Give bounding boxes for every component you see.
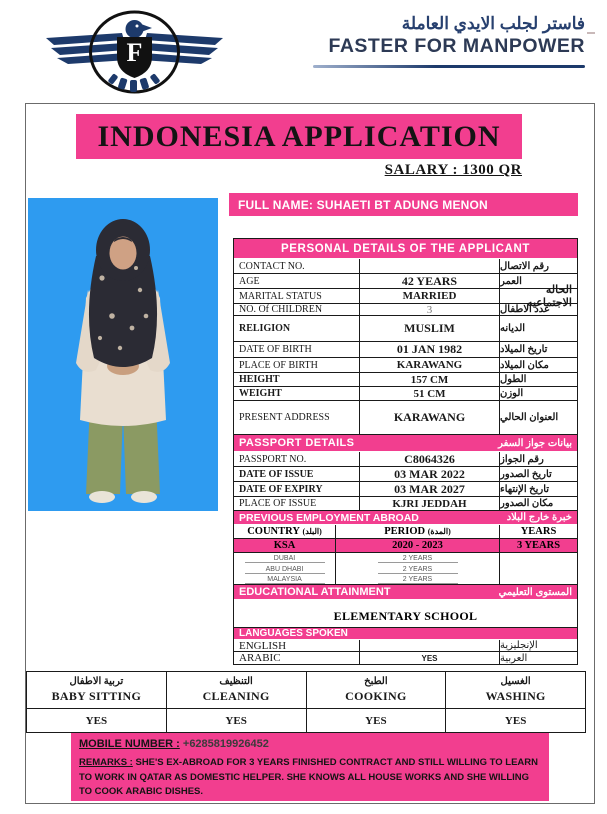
table-row — [234, 387, 577, 401]
skill-value: YES — [504, 714, 527, 727]
remarks-value: SHE'S EX-ABROAD FOR 3 YEARS FINISHED CONTRACT AND STILL WILLING TO LEARN TO WORK IN QATAR AS DOMESTIC HELPER. SHE KNOWS ALL HOUSE WORKS AND SHE WILLING TO COOK ARABIC DISHES. — [79, 757, 538, 798]
row-value: KARAWANG — [360, 358, 500, 372]
passport-details-title: PASSPORT DETAILS — [239, 437, 355, 449]
country-label-arabic: (البلد) — [302, 527, 322, 536]
row-arabic: الحاله الاجتماعيه — [527, 284, 572, 309]
row-label: PRESENT ADDRESS — [234, 401, 360, 434]
row-arabic: تاريخ الصدور — [500, 468, 552, 480]
languages-header — [234, 628, 577, 640]
extra-country: ABU DHABI — [245, 566, 325, 574]
row-arabic: العنوان الحالي — [500, 412, 559, 423]
years-column-header: YEARS — [520, 526, 557, 537]
skill-arabic: الغسيل — [500, 676, 531, 687]
skill-value: YES — [225, 714, 247, 727]
language-value: YES — [360, 652, 500, 664]
table-row — [234, 482, 577, 497]
row-label: NO. Of CHILDREN — [234, 304, 360, 315]
row-arabic: العمر — [500, 275, 522, 287]
skill-column-washing — [446, 672, 585, 732]
table-row — [234, 373, 577, 387]
period-column-header — [336, 525, 500, 538]
language-row — [234, 652, 577, 664]
row-arabic: تاريخ الميلاد — [500, 344, 548, 355]
table-row — [234, 452, 577, 467]
row-value: MUSLIM — [360, 316, 500, 341]
table-row — [234, 316, 577, 342]
education-title-arabic: المستوى التعليمي — [498, 586, 572, 598]
mobile-number-value: +6285819926452 — [182, 738, 269, 750]
passport-details-title-arabic: بيانات جواز السفر — [498, 437, 572, 449]
table-row — [234, 342, 577, 358]
details-table — [233, 238, 578, 665]
employment-columns-row — [234, 525, 577, 539]
skill-value: YES — [365, 714, 387, 727]
table-row — [234, 467, 577, 482]
skill-label: CLEANING — [202, 689, 270, 703]
skill-arabic: التنظيف — [219, 676, 253, 687]
row-label: DATE OF BIRTH — [234, 342, 360, 357]
language-value — [360, 640, 500, 651]
applicant-figure — [28, 198, 218, 511]
row-arabic: الطول — [500, 374, 527, 385]
row-value: 03 MAR 2022 — [360, 467, 500, 481]
skill-column-cooking — [307, 672, 447, 732]
full-name-banner — [229, 193, 578, 216]
language-row — [234, 640, 577, 652]
salary-text: SALARY : 1300 QR — [384, 162, 522, 178]
application-page — [25, 103, 595, 804]
employment-extra-row — [234, 553, 577, 564]
company-logo — [42, 8, 227, 99]
education-title: EDUCATIONAL ATTAINMENT — [239, 586, 391, 598]
table-row — [234, 358, 577, 373]
remarks-label: REMARKS : — [79, 757, 133, 768]
employment-period: 2020 - 2023 — [336, 539, 500, 552]
row-value: 157 CM — [360, 373, 500, 386]
company-name-arabic: فاستر لجلب الايدي العاملة — [401, 14, 585, 33]
personal-details-header — [234, 239, 577, 259]
passport-details-header — [234, 435, 577, 452]
skill-column-cleaning — [167, 672, 307, 732]
mobile-number-line — [79, 738, 541, 750]
row-arabic: الديانه — [500, 323, 526, 334]
skill-arabic: الطبخ — [364, 676, 388, 687]
country-column-header — [234, 525, 336, 538]
row-value: 51 CM — [360, 387, 500, 400]
extra-country: DUBAI — [245, 555, 325, 563]
row-label: MARITAL STATUS — [234, 289, 360, 303]
row-value: MARRIED — [360, 289, 500, 303]
employment-main-row — [234, 539, 577, 553]
language-arabic: الإنجليزية — [500, 640, 538, 651]
extra-period: 2 YEARS — [378, 566, 458, 574]
row-label: DATE OF ISSUE — [234, 467, 360, 481]
languages-title: LANGUAGES SPOKEN — [239, 628, 348, 639]
row-arabic: الوزن — [500, 388, 524, 399]
row-label: PASSPORT NO. — [234, 452, 360, 466]
table-row — [234, 401, 577, 435]
employment-header — [234, 511, 577, 525]
period-label-arabic: (المدة) — [427, 527, 451, 536]
language-label: ENGLISH — [234, 640, 360, 651]
table-row — [234, 304, 577, 316]
row-label: DATE OF EXPIRY — [234, 482, 360, 496]
eagle-wings-logo-icon — [42, 8, 227, 94]
row-arabic: مكان الميلاد — [500, 359, 549, 371]
row-arabic: تاريخ الإنتهاء — [500, 483, 550, 495]
extra-country: MALAYSIA — [245, 576, 325, 584]
personal-details-title: PERSONAL DETAILS OF THE APPLICANT — [281, 242, 530, 255]
education-value: ELEMENTARY SCHOOL — [234, 600, 577, 628]
employment-title: PREVIOUS EMPLOYMENT ABROAD — [239, 511, 419, 524]
employment-country: KSA — [234, 539, 336, 552]
title-banner — [76, 114, 522, 159]
education-header — [234, 585, 577, 600]
extra-period: 2 YEARS — [378, 576, 458, 584]
skill-column-babysitting — [27, 672, 167, 732]
row-value — [360, 259, 500, 273]
language-arabic: العربية — [500, 652, 528, 664]
row-label: HEIGHT — [234, 373, 360, 386]
letterhead-divider — [313, 65, 585, 68]
row-value: 42 YEARS — [360, 274, 500, 288]
full-name-text: FULL NAME: SUHAETI BT ADUNG MENON — [238, 197, 488, 212]
country-label: COUNTRY — [247, 526, 300, 537]
row-label: WEIGHT — [234, 387, 360, 400]
row-value: 3 — [360, 304, 500, 315]
skill-value: YES — [85, 714, 108, 727]
row-value: 03 MAR 2027 — [360, 482, 500, 496]
svg-text:F: F — [126, 38, 143, 67]
skill-label: COOKING — [345, 689, 407, 703]
language-label: ARABIC — [234, 652, 360, 664]
scan-artifact-mark — [587, 32, 595, 34]
row-label: CONTACT NO. — [234, 259, 360, 273]
employment-title-arabic: خبرة خارج البلاد — [506, 512, 572, 523]
row-arabic: مكان الصدور — [500, 498, 554, 509]
remarks-paragraph — [79, 756, 541, 800]
row-arabic: رقم الاتصال — [500, 260, 550, 272]
skill-arabic: تربية الاطفال — [69, 676, 124, 687]
row-label: PLACE OF BIRTH — [234, 358, 360, 372]
row-value: 01 JAN 1982 — [360, 342, 500, 357]
row-value: KARAWANG — [360, 401, 500, 434]
page-title: INDONESIA APPLICATION — [97, 119, 501, 153]
row-value: C8064326 — [360, 452, 500, 466]
row-label: AGE — [234, 274, 360, 288]
employment-years: 3 YEARS — [516, 540, 561, 551]
skill-label: WASHING — [485, 689, 546, 703]
extra-period: 2 YEARS — [378, 555, 458, 563]
row-arabic: رقم الجواز — [500, 453, 544, 465]
letterhead — [0, 0, 607, 100]
skill-header — [307, 672, 446, 709]
employment-extra-row — [234, 575, 577, 585]
table-row — [234, 284, 577, 309]
table-row — [234, 259, 577, 274]
applicant-photo — [28, 198, 218, 511]
row-label: RELIGION — [234, 316, 360, 341]
skill-header — [167, 672, 306, 709]
period-label: PERIOD — [384, 526, 426, 537]
company-name-english: FASTER FOR MANPOWER — [328, 35, 585, 57]
employment-extra-row — [234, 564, 577, 575]
row-label: PLACE OF ISSUE — [234, 497, 360, 510]
row-arabic: عدد الاطفال — [500, 304, 550, 315]
table-row — [234, 497, 577, 511]
skill-header — [27, 672, 166, 709]
letterhead-text — [313, 14, 585, 68]
mobile-number-label: MOBILE NUMBER : — [79, 738, 180, 750]
skill-header — [446, 672, 585, 709]
skills-table — [26, 671, 586, 733]
skill-label: BABY SITTING — [51, 689, 142, 703]
remarks-block — [71, 733, 549, 801]
row-value: KJRI JEDDAH — [360, 497, 500, 510]
